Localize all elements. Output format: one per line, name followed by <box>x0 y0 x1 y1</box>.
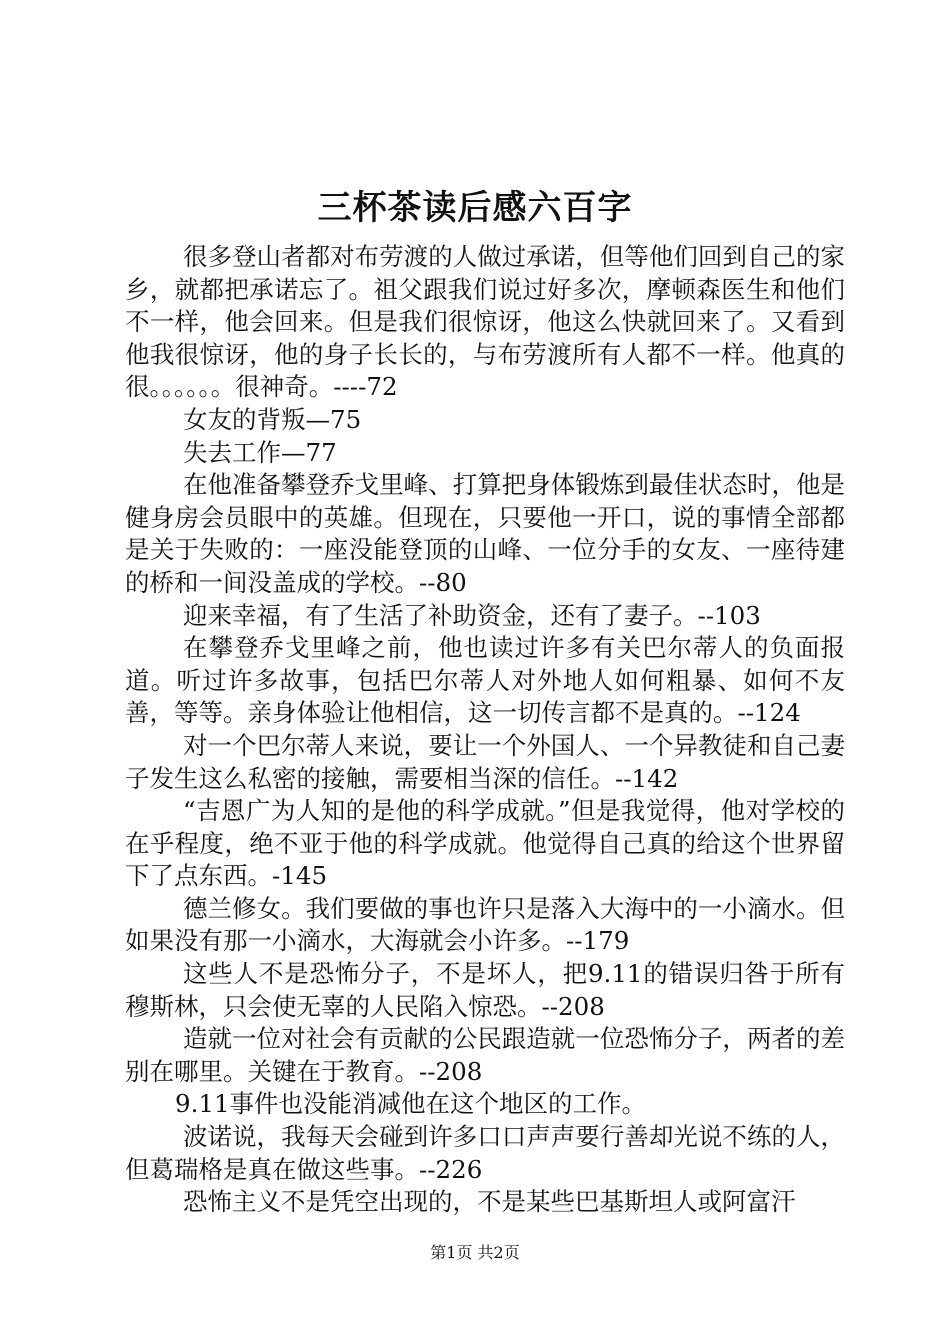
document-title: 三杯茶读后感六百字 <box>317 188 633 228</box>
paragraph-13: 波诺说，我每天会碰到许多口口声声要行善却光说不练的人，但葛瑞格是真在做这些事。--226 <box>125 1122 845 1184</box>
paragraph-7: 对一个巴尔蒂人来说，要让一个外国人、一个异教徒和自己妻子发生这么私密的接触，需要相当深的信任。--142 <box>125 730 845 793</box>
paragraph-12: 9.11事件也没能消减他在这个地区的工作。 <box>175 1089 647 1119</box>
document-body <box>125 241 845 1219</box>
paragraph-2: 女友的背叛—75 <box>183 404 362 434</box>
paragraph-4: 在他准备攀登乔戈里峰、打算把身体锻炼到最佳状态时，他是健身房会员眼中的英雄。但现在，只要他一开口，说的事情全部都是关于失败的：一座没能登顶的山峰、一位分手的女友、一座待建的桥和一间没盖成的学校。--80 <box>125 470 845 597</box>
paragraph-1: 很多登山者都对布劳渡的人做过承诺，但等他们回到自己的家乡，就都把承诺忘了。祖父跟我们说过好多次，摩顿森医生和他们不一样，他会回来。但是我们很惊讶，他这么快就回来了。又看到他我很惊讶，他的身子长长的，与布劳渡所有人都不一样。他真的很。。。。。。很神奇。----72 <box>125 242 845 402</box>
page-footer: 第1页 共2页 <box>430 1243 520 1262</box>
paragraph-5: 迎来幸福，有了生活了补助资金，还有了妻子。--103 <box>183 600 761 630</box>
paragraph-3: 失去工作—77 <box>183 437 337 467</box>
paragraph-11: 造就一位对社会有贡献的公民跟造就一位恐怖分子，两者的差别在哪里。关键在于教育。--208 <box>125 1024 845 1086</box>
paragraph-14: 恐怖主义不是凭空出现的，不是某些巴基斯坦人或阿富汗 <box>183 1187 796 1217</box>
paragraph-6: 在攀登乔戈里峰之前，他也读过许多有关巴尔蒂人的负面报道。听过许多故事，包括巴尔蒂人对外地人如何粗暴、如何不友善，等等。亲身体验让他相信，这一切传言都不是真的。--124 <box>125 633 845 728</box>
paragraph-9: 德兰修女。我们要做的事也许只是落入大海中的一小滴水。但如果没有那一小滴水，大海就会小许多。--179 <box>125 893 845 956</box>
paragraph-10: 这些人不是恐怖分子，不是坏人，把9.11的错误归咎于所有穆斯林，只会使无辜的人民陷入惊恐。--208 <box>125 959 845 1021</box>
paragraph-8: “吉恩广为人知的是他的科学成就。”但是我觉得，他对学校的在乎程度，绝不亚于他的科学成就。他觉得自己真的给这个世界留下了点东西。-145 <box>125 796 845 891</box>
